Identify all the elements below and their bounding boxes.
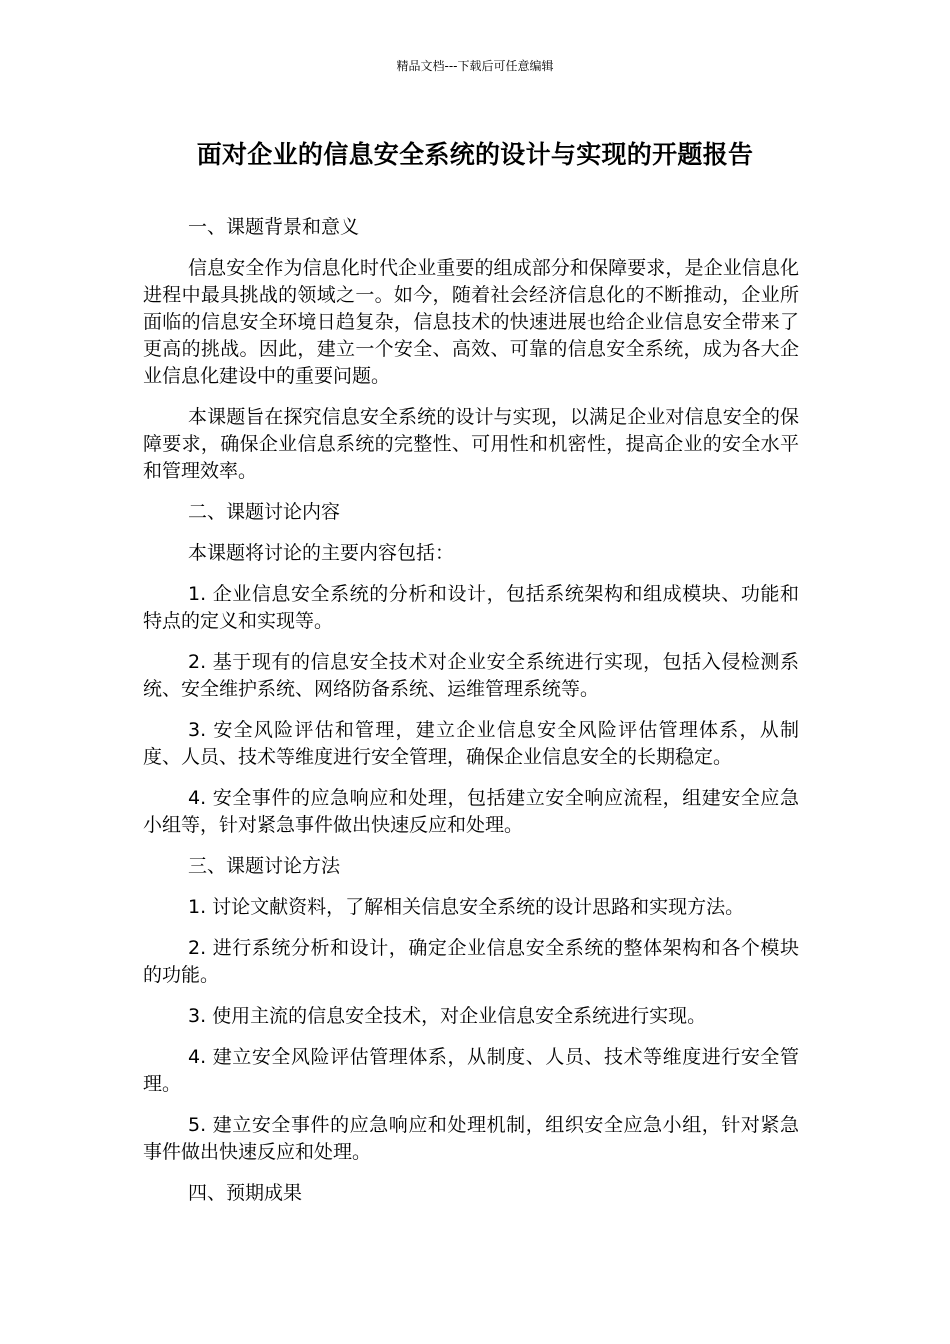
paragraph-background: 信息安全作为信息化时代企业重要的组成部分和保障要求，是企业信息化进程中最具挑战的领域之一。如今，随着社会经济信息化的不断推动，企业所面临的信息安全环境日趋复杂，信息技术的快速进展也给企业信息安全带来了更高的挑战。因此，建立一个安全、高效、可靠的信息安全系统，成为各大企业信息化建设中的重要问题。 (143, 257, 799, 387)
list-item-method-2: 2. 进行系统分析和设计，确定企业信息安全系统的整体架构和各个模块的功能。 (143, 937, 799, 986)
list-item-content-2: 2. 基于现有的信息安全技术对企业安全系统进行实现，包括入侵检测系统、安全维护系统、网络防备系统、运维管理系统等。 (143, 651, 799, 700)
list-item-content-1: 1. 企业信息安全系统的分析和设计，包括系统架构和组成模块、功能和特点的定义和实现等。 (143, 583, 799, 632)
paragraph-purpose: 本课题旨在探究信息安全系统的设计与实现，以满足企业对信息安全的保障要求，确保企业信息系统的完整性、可用性和机密性，提高企业的安全水平和管理效率。 (143, 406, 799, 482)
list-item-method-1: 1. 讨论文献资料，了解相关信息安全系统的设计思路和实现方法。 (188, 896, 745, 918)
page-header: 精品文档---下载后可任意编辑 (396, 59, 554, 73)
section-heading-method: 三、课题讨论方法 (188, 855, 341, 877)
list-item-content-3: 3. 安全风险评估和管理，建立企业信息安全风险评估管理体系，从制度、人员、技术等维度进行安全管理，确保企业信息安全的长期稳定。 (143, 719, 799, 768)
list-item-method-5: 5. 建立安全事件的应急响应和处理机制，组织安全应急小组，针对紧急事件做出快速反应和处理。 (143, 1114, 799, 1163)
list-item-content-4: 4. 安全事件的应急响应和处理，包括建立安全响应流程，组建安全应急小组等，针对紧急事件做出快速反应和处理。 (143, 787, 799, 836)
section-heading-results: 四、预期成果 (188, 1182, 303, 1204)
list-item-method-3: 3. 使用主流的信息安全技术，对企业信息安全系统进行实现。 (188, 1005, 707, 1027)
document-body (143, 214, 799, 1221)
list-item-method-4: 4. 建立安全风险评估管理体系，从制度、人员、技术等维度进行安全管理。 (143, 1046, 799, 1095)
section-heading-background: 一、课题背景和意义 (188, 216, 360, 238)
paragraph-content-intro: 本课题将讨论的主要内容包括： (188, 542, 455, 564)
document-title: 面对企业的信息安全系统的设计与实现的开题报告 (196, 140, 754, 169)
section-heading-content: 二、课题讨论内容 (188, 501, 341, 523)
